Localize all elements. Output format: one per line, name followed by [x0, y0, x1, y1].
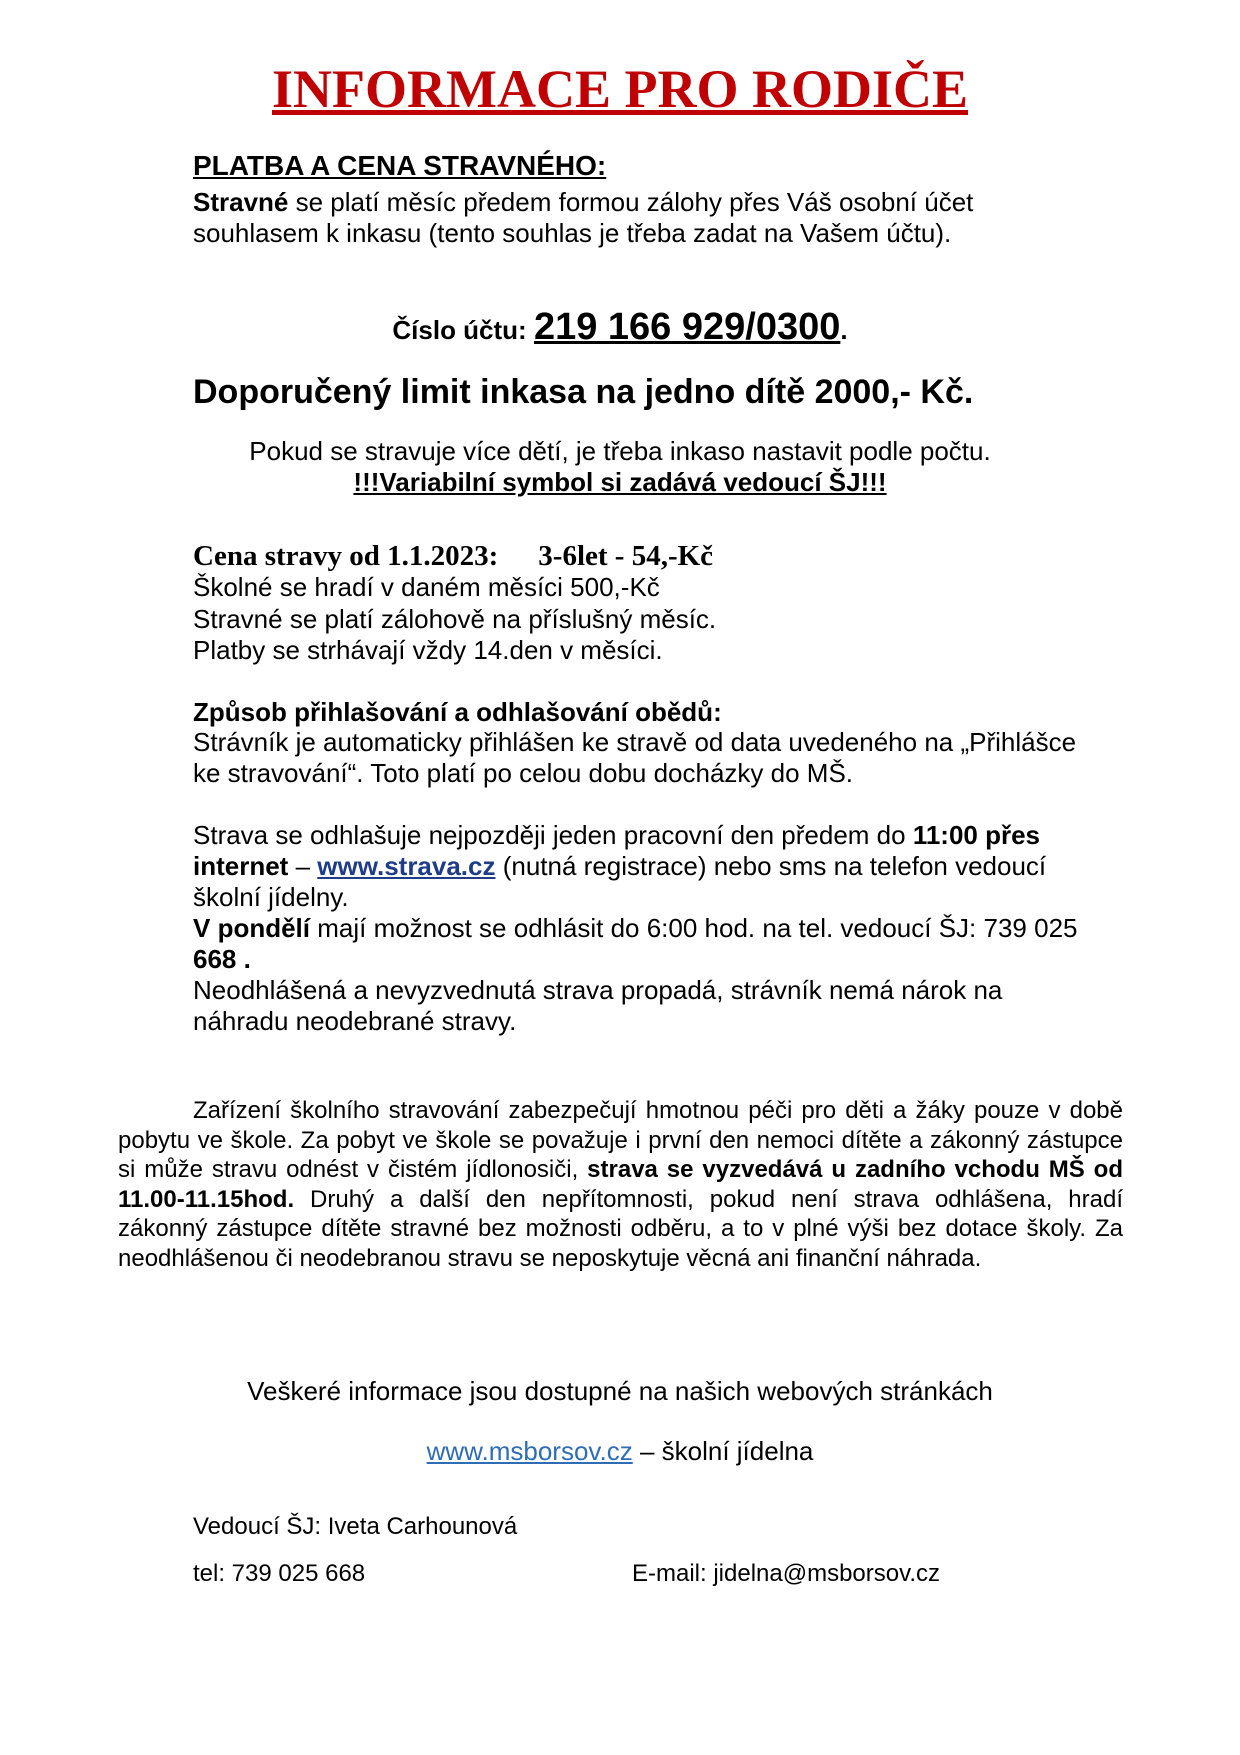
- price-line: [193, 540, 713, 572]
- monday-text: mají možnost se odhlásit do 6:00 hod. na tel. vedoucí ŠJ: 739 025: [310, 913, 1078, 943]
- cancel-line-7: náhradu neodebrané stravy.: [193, 1006, 517, 1036]
- limit-line: Doporučený limit inkasa na jedno dítě 2000,- Kč.: [193, 373, 974, 411]
- account-line: [0, 306, 1240, 349]
- price-line-1: Školné se hradí v daném měsíci 500,-Kč: [193, 572, 660, 602]
- signup-line-2: ke stravování“. Toto platí po celou dobu docházky do MŠ.: [193, 758, 854, 788]
- variable-symbol-note: !!!Variabilní symbol si zadává vedoucí ŠJ!!!: [353, 467, 887, 497]
- price-line-3: Platby se strhávají vždy 14.den v měsíci.: [193, 635, 663, 665]
- price-label: Cena stravy od 1.1.2023:: [193, 540, 499, 572]
- account-dot: .: [840, 315, 848, 345]
- cancel-line-2: [193, 850, 1046, 882]
- website-link[interactable]: www.msborsov.cz: [426, 1436, 633, 1466]
- payment-heading: PLATBA A CENA STRAVNÉHO:: [193, 150, 607, 181]
- account-number: 219 166 929/0300: [533, 306, 841, 348]
- cancel-line-1: [193, 819, 1040, 851]
- internet-label: internet: [193, 851, 289, 881]
- cancel-line-3: školní jídelny.: [193, 882, 349, 912]
- cancel-text: Strava se odhlašuje nejpozději jeden pracovní den předem do: [193, 820, 913, 850]
- footer-website-line: [0, 1436, 1240, 1467]
- payment-line-2: souhlasem k inkasu (tento souhlas je třeba zadat na Vašem účtu).: [193, 218, 952, 248]
- cancel-line-5: 668 .: [193, 944, 251, 974]
- facility-text-1: Zařízení školního stravování zabezpečují hmotnou péči pro děti a žáky pouze v době pobytu ve škole. Za pobyt ve škole se považuje i první den nemoci dítěte a zákonný zástupce si může stravu odnést v čistém jídlonosiči,: [118, 1097, 1123, 1183]
- manager-name: Vedoucí ŠJ: Iveta Carhounová: [193, 1513, 518, 1540]
- payment-lead-rest: se platí měsíc předem formou zálohy přes Váš osobní účet: [288, 187, 974, 217]
- strava-link[interactable]: www.strava.cz: [317, 851, 496, 881]
- manager-phone: tel: 739 025 668: [193, 1560, 366, 1587]
- dash: –: [288, 851, 318, 881]
- manager-email: E-mail: jidelna@msborsov.cz: [632, 1560, 941, 1587]
- monday-label: V pondělí: [193, 913, 310, 943]
- price-line-2: Stravné se platí zálohově na příslušný měsíc.: [193, 604, 717, 634]
- page-title: INFORMACE PRO RODIČE: [272, 59, 968, 119]
- facility-text-2: Druhý a další den nepřítomnosti, pokud není strava odhlášena, hradí zákonný zástupce dítěte stravné bez možnosti odběru, a to v plné výši bez dotace školy. Za neodhlášenou či neodebranou stravu se neposkytuje věcná ani finanční náhrada.: [118, 1185, 1123, 1272]
- facility-paragraph: [118, 1096, 1123, 1273]
- price-age: 3-6let: [538, 540, 608, 572]
- price-amount: - 54,-Kč: [607, 540, 714, 572]
- multi-children-note: Pokud se stravuje více dětí, je třeba inkaso nastavit podle počtu.: [249, 436, 991, 466]
- registration-note: (nutná registrace) nebo sms na telefon vedoucí: [495, 851, 1047, 881]
- facility-pickup: strava se vyzvedává u zadního vchodu MŠ od 11.00-11.15hod.: [118, 1156, 1123, 1213]
- signup-line-1: Strávník je automaticky přihlášen ke stravě od data uvedeného na „Přihlášce: [193, 727, 1077, 757]
- cancel-deadline: 11:00 přes: [912, 820, 1041, 850]
- signup-heading: Způsob přihlašování a odhlašování obědů:: [193, 697, 722, 727]
- cancel-line-6: Neodhlášená a nevyzvednutá strava propadá, strávník nemá nárok na: [193, 975, 1003, 1005]
- payment-lead-bold: Stravné: [193, 187, 289, 217]
- cancel-line-4: [193, 912, 1077, 944]
- website-suffix: – školní jídelna: [632, 1436, 814, 1466]
- payment-line-1: [193, 186, 973, 218]
- footer-info: Veškeré informace jsou dostupné na našich webových stránkách: [247, 1376, 993, 1406]
- account-label: Číslo účtu:: [392, 315, 534, 345]
